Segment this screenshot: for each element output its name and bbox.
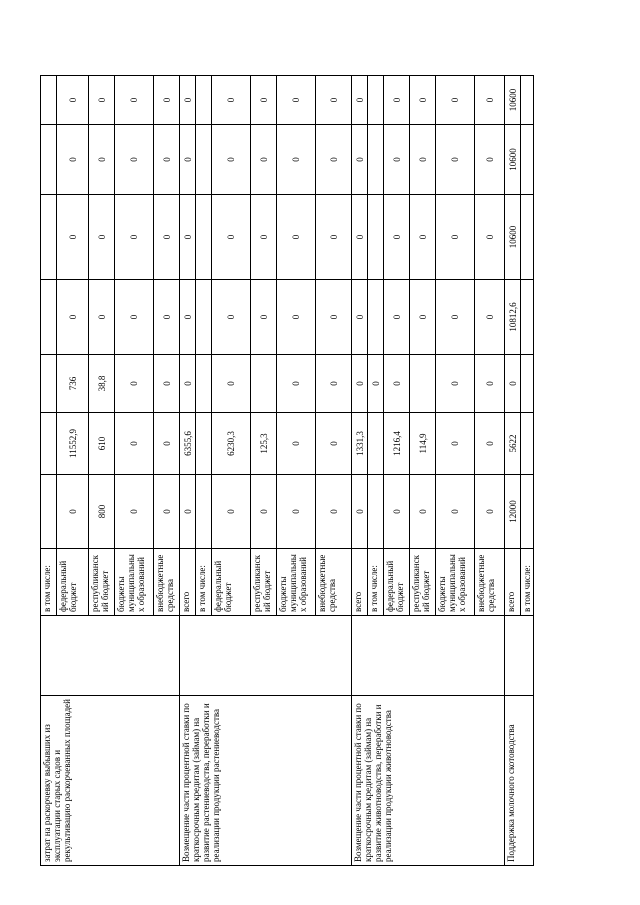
row-label: внебюджетные средства [475, 549, 505, 616]
value-cell [410, 355, 436, 413]
row-label: всего [180, 549, 196, 616]
value-cell: 0 [57, 280, 89, 355]
value-cell: 0 [57, 195, 89, 280]
value-cell [41, 195, 57, 280]
value-cell [521, 475, 534, 549]
value-cell [521, 413, 534, 475]
value-cell: 0 [251, 475, 277, 549]
value-cell: 1331,3 [352, 413, 368, 475]
value-cell: 0 [212, 475, 251, 549]
executor-cell [180, 616, 352, 696]
value-cell: 0 [154, 76, 180, 125]
value-cell: 0 [316, 475, 352, 549]
value-cell: 0 [436, 76, 475, 125]
value-cell: 0 [212, 280, 251, 355]
value-cell: 114,9 [410, 413, 436, 475]
value-cell: 0 [384, 125, 410, 195]
value-cell: 0 [436, 280, 475, 355]
row-label: всего [352, 549, 368, 616]
row-label: федеральный бюджет [384, 549, 410, 616]
value-cell: 0 [316, 76, 352, 125]
value-cell [41, 280, 57, 355]
value-cell [368, 413, 384, 475]
budget-table [40, 75, 534, 866]
table-row [41, 76, 57, 866]
value-cell: 0 [316, 355, 352, 413]
value-cell: 0 [154, 355, 180, 413]
value-cell: 0 [154, 413, 180, 475]
value-cell: 0 [277, 125, 316, 195]
value-cell: 0 [410, 280, 436, 355]
value-cell [368, 195, 384, 280]
value-cell [196, 125, 212, 195]
value-cell: 1216,4 [384, 413, 410, 475]
row-label: внебюджетные средства [316, 549, 352, 616]
value-cell: 0 [384, 355, 410, 413]
row-label: республиканский бюджет [410, 549, 436, 616]
value-cell: 10600 [505, 76, 521, 125]
value-cell: 10600 [505, 195, 521, 280]
row-label: бюджеты муниципальных образований [277, 549, 316, 616]
value-cell: 0 [180, 355, 196, 413]
value-cell [41, 413, 57, 475]
value-cell [196, 195, 212, 280]
value-cell: 0 [115, 195, 154, 280]
value-cell: 0 [436, 475, 475, 549]
value-cell: 0 [384, 76, 410, 125]
section-title: Возмещение части процентной ставки по краткосрочным кредитам (займам) на развитие растениеводства, переработки и реализации продукции растениеводства [180, 696, 352, 866]
row-label: всего [505, 549, 521, 616]
value-cell: 0 [89, 280, 115, 355]
value-cell [196, 355, 212, 413]
value-cell: 0 [436, 125, 475, 195]
value-cell [196, 413, 212, 475]
value-cell: 0 [154, 195, 180, 280]
row-label: в том числе: [368, 549, 384, 616]
value-cell: 0 [180, 195, 196, 280]
value-cell: 0 [115, 125, 154, 195]
value-cell: 0 [475, 125, 505, 195]
value-cell: 0 [352, 355, 368, 413]
value-cell: 0 [475, 413, 505, 475]
value-cell: 0 [115, 76, 154, 125]
value-cell [521, 280, 534, 355]
value-cell: 0 [316, 125, 352, 195]
value-cell: 0 [251, 195, 277, 280]
section-title: затрат на раскорчевку выбывших из эксплуатации старых садов и рекультивацию раскорчеванных площадей [41, 696, 180, 866]
value-cell: 0 [57, 76, 89, 125]
value-cell: 0 [57, 125, 89, 195]
value-cell [41, 355, 57, 413]
value-cell: 0 [436, 195, 475, 280]
value-cell [368, 475, 384, 549]
value-cell: 0 [475, 195, 505, 280]
value-cell: 610 [89, 413, 115, 475]
value-cell: 0 [154, 475, 180, 549]
value-cell: 0 [384, 195, 410, 280]
value-cell: 0 [505, 355, 521, 413]
value-cell: 0 [410, 195, 436, 280]
value-cell: 0 [180, 280, 196, 355]
value-cell: 125,3 [251, 413, 277, 475]
value-cell [521, 195, 534, 280]
value-cell: 38,8 [89, 355, 115, 413]
value-cell: 0 [352, 280, 368, 355]
value-cell [368, 125, 384, 195]
value-cell: 736 [57, 355, 89, 413]
value-cell: 0 [154, 125, 180, 195]
value-cell: 0 [115, 280, 154, 355]
section-title: Возмещение части процентной ставки по краткосрочным кредитам (займам) на развитие животноводства, переработки и реализации продукции животноводства [352, 696, 505, 866]
value-cell: 0 [277, 413, 316, 475]
value-cell: 0 [352, 475, 368, 549]
value-cell: 0 [475, 355, 505, 413]
value-cell: 0 [89, 76, 115, 125]
value-cell [368, 76, 384, 125]
value-cell: 0 [154, 280, 180, 355]
value-cell: 6230,3 [212, 413, 251, 475]
value-cell: 10812,6 [505, 280, 521, 355]
value-cell [521, 355, 534, 413]
value-cell: 0 [352, 125, 368, 195]
value-cell: 5622 [505, 413, 521, 475]
value-cell: 0 [212, 125, 251, 195]
value-cell: 10600 [505, 125, 521, 195]
value-cell: 0 [410, 76, 436, 125]
value-cell: 0 [277, 475, 316, 549]
value-cell: 0 [384, 280, 410, 355]
value-cell: 0 [316, 195, 352, 280]
table-row [180, 76, 196, 866]
value-cell [196, 76, 212, 125]
value-cell: 0 [352, 195, 368, 280]
section-title: Поддержка молочного скотоводства [505, 696, 534, 866]
value-cell: 11552,9 [57, 413, 89, 475]
rotated-table-container [40, 76, 555, 866]
value-cell: 0 [212, 76, 251, 125]
value-cell [521, 125, 534, 195]
value-cell [41, 475, 57, 549]
value-cell: 0 [277, 280, 316, 355]
table-row [505, 76, 521, 866]
value-cell: 0 [277, 76, 316, 125]
row-label: внебюджетные средства [154, 549, 180, 616]
value-cell: 0 [475, 76, 505, 125]
executor-cell [352, 616, 505, 696]
value-cell: 0 [436, 413, 475, 475]
value-cell: 0 [212, 195, 251, 280]
value-cell [251, 355, 277, 413]
value-cell [41, 125, 57, 195]
value-cell: 0 [251, 125, 277, 195]
row-label: республиканский бюджет [251, 549, 277, 616]
executor-cell [505, 616, 534, 696]
value-cell: 0 [475, 475, 505, 549]
row-label: в том числе: [41, 549, 57, 616]
value-cell: 0 [352, 76, 368, 125]
value-cell: 0 [384, 475, 410, 549]
value-cell: 0 [316, 280, 352, 355]
value-cell: 0 [115, 475, 154, 549]
value-cell [196, 475, 212, 549]
value-cell: 0 [475, 280, 505, 355]
value-cell: 0 [180, 76, 196, 125]
value-cell: 0 [251, 280, 277, 355]
value-cell: 0 [212, 355, 251, 413]
value-cell: 0 [115, 413, 154, 475]
value-cell: 0 [410, 475, 436, 549]
row-label: в том числе: [196, 549, 212, 616]
row-label: республиканский бюджет [89, 549, 115, 616]
value-cell: 0 [180, 475, 196, 549]
value-cell: 0 [410, 125, 436, 195]
value-cell [41, 76, 57, 125]
value-cell: 6355,6 [180, 413, 196, 475]
value-cell: 0 [89, 125, 115, 195]
executor-cell [41, 616, 180, 696]
value-cell [196, 280, 212, 355]
value-cell: 0 [316, 413, 352, 475]
value-cell: 0 [180, 125, 196, 195]
value-cell: 0 [277, 195, 316, 280]
row-label: федеральный бюджет [212, 549, 251, 616]
value-cell: 0 [115, 355, 154, 413]
row-label: федеральный бюджет [57, 549, 89, 616]
value-cell: 0 [368, 355, 384, 413]
value-cell: 12000 [505, 475, 521, 549]
value-cell [368, 280, 384, 355]
value-cell: 800 [89, 475, 115, 549]
value-cell: 0 [251, 76, 277, 125]
table-body [41, 76, 534, 866]
value-cell: 0 [57, 475, 89, 549]
value-cell: 0 [436, 355, 475, 413]
value-cell: 0 [89, 195, 115, 280]
row-label: в том числе: [521, 549, 534, 616]
row-label: бюджеты муниципальных образований [115, 549, 154, 616]
value-cell: 0 [277, 355, 316, 413]
row-label: бюджеты муниципальных образований [436, 549, 475, 616]
value-cell [521, 76, 534, 125]
table-row [352, 76, 368, 866]
